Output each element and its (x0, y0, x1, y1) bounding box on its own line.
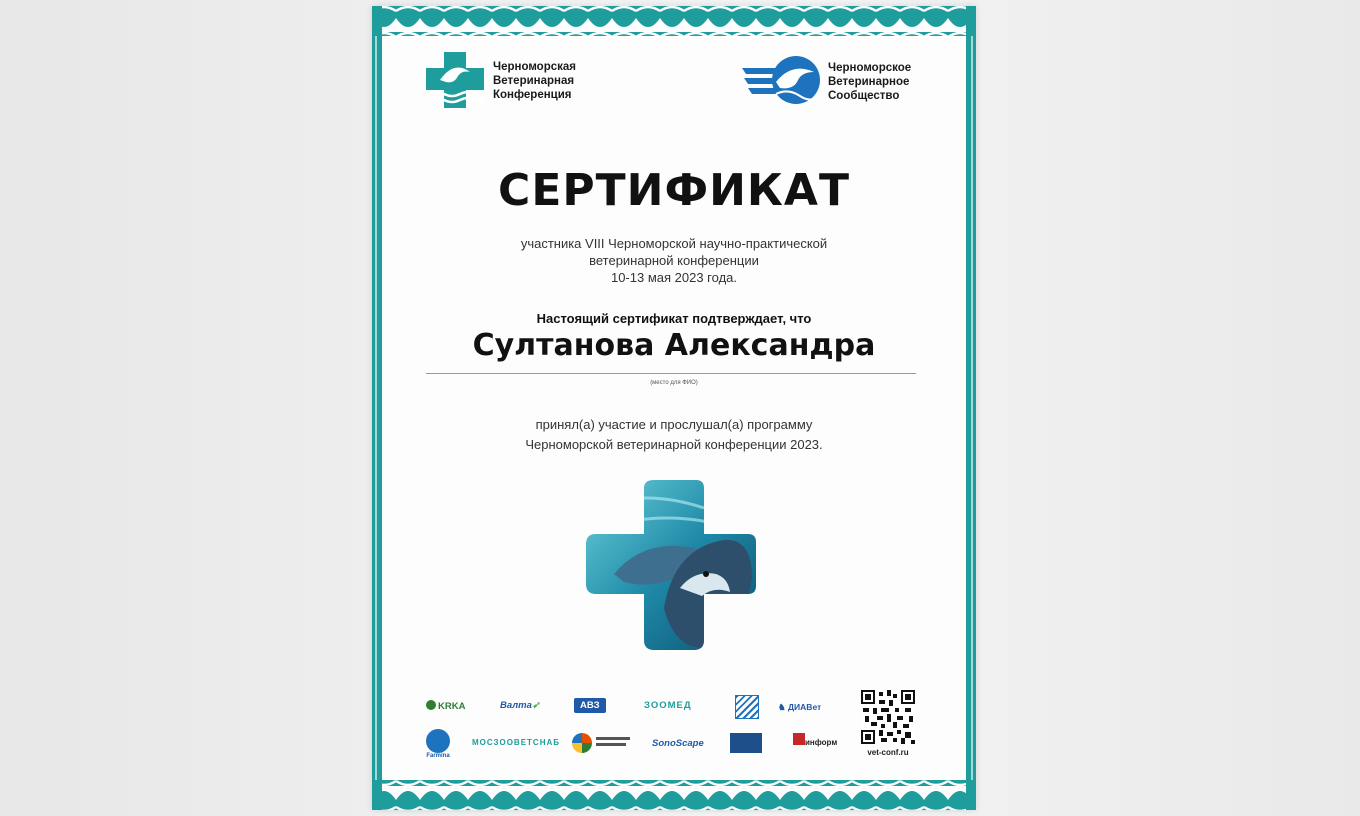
sponsor-avz: АВЗ (574, 698, 606, 713)
sponsor-vet-icon (730, 733, 762, 753)
leaf-icon: ➶ (531, 700, 540, 711)
qr-label: vet-conf.ru (867, 748, 909, 757)
sponsor-inform (793, 733, 837, 747)
logo-right-line3: Сообщество (828, 90, 900, 102)
sponsor-inform-label: информ (805, 738, 838, 747)
logo-left-text (493, 60, 576, 102)
logo-right-line1: Черноморское (828, 62, 912, 74)
dolphin-hand-icon (742, 54, 822, 106)
sponsor-moszoo: МОСЗООВЕТСНАБ (472, 738, 560, 747)
sponsor-diavet (778, 702, 821, 713)
logo-left-line1: Черноморская (493, 61, 576, 73)
recipient-name: Султанова Александра (472, 328, 876, 363)
certificate-body (372, 415, 976, 455)
sponsor-zoomed: ЗООМЕД (644, 700, 692, 711)
krka-icon (426, 700, 436, 710)
farmina-icon (426, 729, 450, 753)
certificate-title: СЕРТИФИКАТ (498, 165, 850, 216)
subtitle-line2: ветеринарной конференции (589, 253, 759, 268)
qr-code-icon (861, 690, 915, 744)
sponsor-diavet-label: ДИАВет (788, 702, 822, 712)
logo-left-line2: Ветеринарная (493, 75, 575, 87)
sponsor-valta-label: Валта (500, 700, 532, 711)
logo-left-line3: Конференция (493, 89, 572, 101)
sponsor-farmina (426, 729, 450, 759)
body-line1: принял(а) участие и прослушал(а) программу (535, 417, 813, 432)
body-line2: Черноморской ветеринарной конференции 2023. (525, 437, 823, 452)
confirm-text: Настоящий сертификат подтверждает, что (536, 311, 812, 326)
name-hint: (место для ФИО) (650, 380, 698, 386)
sponsor-kombikorm-icon (572, 733, 632, 753)
sponsor-valta (500, 700, 540, 711)
name-underline (426, 373, 916, 374)
sponsor-krka (426, 700, 465, 712)
subtitle-line1: участника VIII Черноморской научно-практической (520, 236, 828, 251)
logo-right-line2: Ветеринарное (828, 76, 910, 88)
dolphins-cross-image (584, 478, 758, 652)
inform-icon (793, 733, 805, 745)
sponsor-sonoscape: SonoScape (652, 738, 704, 749)
subtitle-line3: 10-13 мая 2023 года. (610, 270, 738, 285)
horse-icon: ♞ (778, 702, 786, 712)
dolphin-cross-icon (424, 50, 486, 110)
sponsor-krka-label: KRKA (438, 701, 466, 712)
sponsor-badge-icon (735, 695, 759, 719)
sponsor-farmina-label: Farmina (426, 753, 450, 759)
certificate-subtitle (372, 235, 976, 286)
logo-right-text (828, 61, 911, 103)
